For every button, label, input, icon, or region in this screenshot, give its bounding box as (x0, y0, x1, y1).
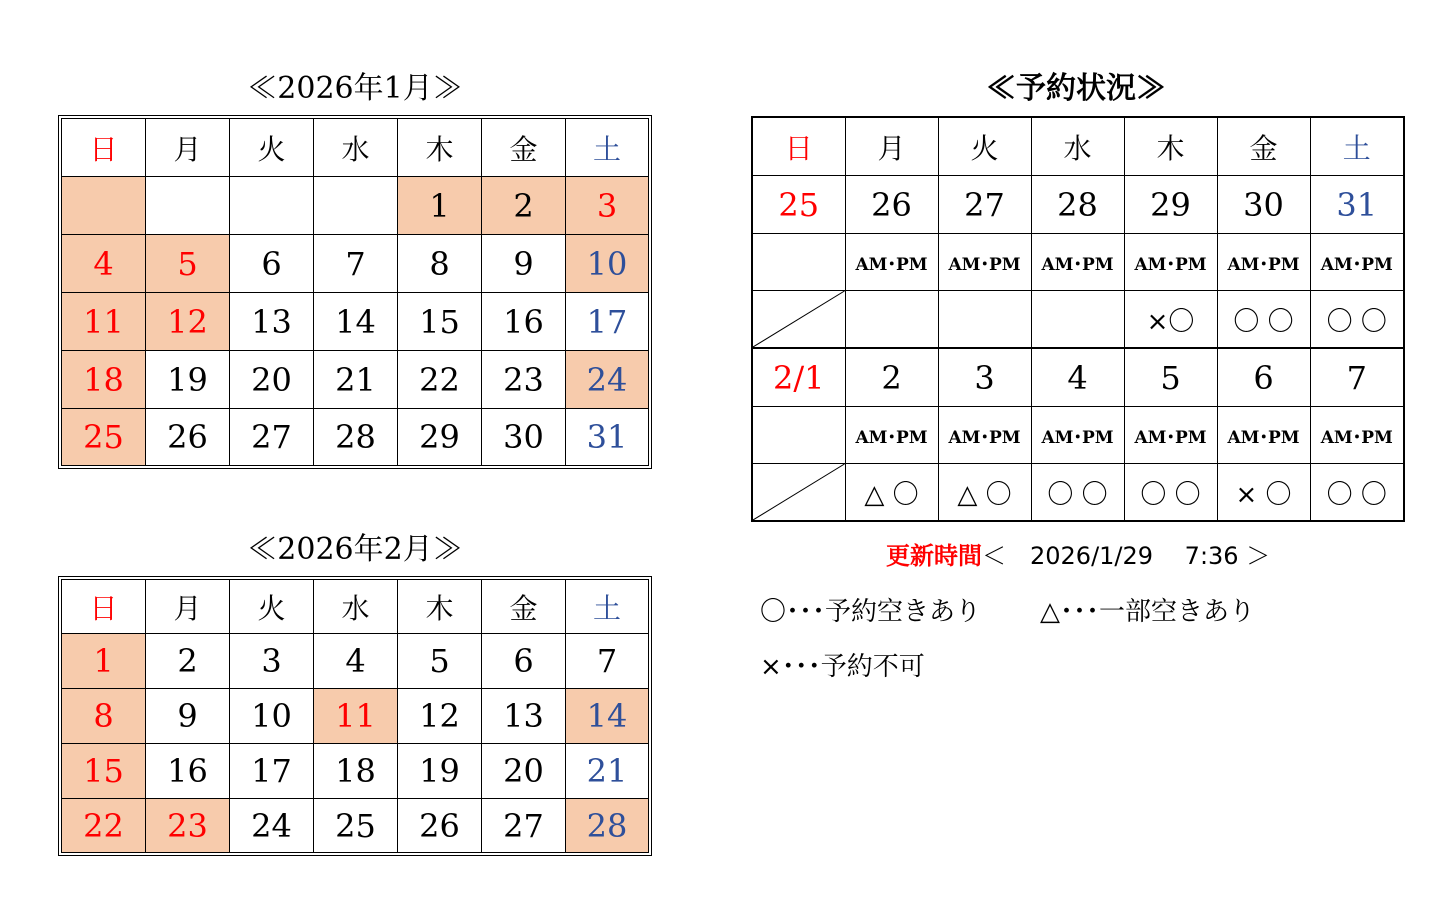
day-cell: 19 (146, 351, 230, 409)
day-cell: 23 (146, 799, 230, 853)
day-cell: 18 (62, 351, 146, 409)
day-cell: 2 (146, 634, 230, 689)
day-cell: 11 (62, 293, 146, 351)
reservation-title: ≪予約状況≫ (986, 71, 1166, 106)
weekday-mon: 月 (845, 117, 938, 176)
day-cell: 25 (314, 799, 398, 853)
weekday-wed: 水 (314, 580, 398, 634)
day-cell: 14 (314, 293, 398, 351)
legend-available: 〇･･･予約空きあり (760, 597, 982, 627)
diagonal-slash-cell (752, 291, 845, 349)
weekday-tue: 火 (938, 117, 1031, 176)
availability-mark (1031, 291, 1124, 349)
jan-calendar (61, 118, 649, 466)
ampm-label: AM･PM (1217, 407, 1310, 464)
weekday-sun: 日 (62, 580, 146, 634)
ampm-label: AM･PM (1124, 234, 1217, 291)
res-date-cell: 5 (1124, 348, 1217, 407)
ampm-label: AM･PM (1217, 234, 1310, 291)
day-cell: 20 (230, 351, 314, 409)
day-cell (230, 177, 314, 235)
day-cell: 16 (146, 744, 230, 799)
updated-time-label: 更新時間 (886, 542, 982, 570)
availability-mark: 〇 〇 (1217, 291, 1310, 349)
day-cell: 28 (314, 409, 398, 466)
day-cell: 4 (62, 235, 146, 293)
availability-mark: 〇 〇 (1124, 464, 1217, 522)
res-date-cell: 2/1 (752, 348, 845, 407)
res-date-cell: 28 (1031, 176, 1124, 234)
day-cell: 3 (566, 177, 649, 235)
availability-mark: 〇 〇 (1310, 464, 1404, 522)
availability-mark: △ 〇 (938, 464, 1031, 522)
res-date-cell: 3 (938, 348, 1031, 407)
day-cell: 11 (314, 689, 398, 744)
res-date-cell: 25 (752, 176, 845, 234)
day-cell: 29 (398, 409, 482, 466)
day-cell: 4 (314, 634, 398, 689)
res-date-cell: 30 (1217, 176, 1310, 234)
day-cell: 5 (146, 235, 230, 293)
res-date-cell: 27 (938, 176, 1031, 234)
day-cell: 12 (146, 293, 230, 351)
availability-mark (845, 291, 938, 349)
weekday-fri: 金 (482, 580, 566, 634)
weekday-thu: 木 (398, 580, 482, 634)
day-cell: 28 (566, 799, 649, 853)
weekday-mon: 月 (146, 119, 230, 177)
day-cell: 14 (566, 689, 649, 744)
availability-mark (938, 291, 1031, 349)
weekday-sat: 土 (566, 119, 649, 177)
day-cell: 25 (62, 409, 146, 466)
day-cell: 10 (230, 689, 314, 744)
ampm-label: AM･PM (1031, 407, 1124, 464)
res-date-cell: 26 (845, 176, 938, 234)
availability-mark: 〇 〇 (1031, 464, 1124, 522)
weekday-fri: 金 (482, 119, 566, 177)
day-cell: 20 (482, 744, 566, 799)
day-cell: 15 (62, 744, 146, 799)
ampm-empty-cell (752, 407, 845, 464)
diagonal-line (753, 464, 845, 520)
ampm-empty-cell (752, 234, 845, 291)
day-cell: 7 (566, 634, 649, 689)
res-date-cell: 4 (1031, 348, 1124, 407)
day-cell: 18 (314, 744, 398, 799)
day-cell (146, 177, 230, 235)
res-date-cell: 6 (1217, 348, 1310, 407)
day-cell: 30 (482, 409, 566, 466)
day-cell: 12 (398, 689, 482, 744)
day-cell: 23 (482, 351, 566, 409)
legend-partial: △･･･一部空きあり (1040, 597, 1255, 627)
updated-time-value: ＜ 2026/1/29 7:36 ＞ (982, 542, 1271, 570)
availability-mark: 〇 〇 (1310, 291, 1404, 349)
ampm-label: AM･PM (1031, 234, 1124, 291)
weekday-tue: 火 (230, 119, 314, 177)
day-cell: 9 (482, 235, 566, 293)
res-date-cell: 29 (1124, 176, 1217, 234)
legend-unavailable: ×･･･予約不可 (760, 652, 925, 682)
weekday-fri: 金 (1217, 117, 1310, 176)
ampm-label: AM･PM (1310, 407, 1404, 464)
ampm-label: AM･PM (1310, 234, 1404, 291)
day-cell: 10 (566, 235, 649, 293)
ampm-label: AM･PM (938, 234, 1031, 291)
feb-calendar (61, 579, 649, 853)
day-cell (314, 177, 398, 235)
day-cell: 7 (314, 235, 398, 293)
availability-mark: ×〇 (1124, 291, 1217, 349)
day-cell: 22 (62, 799, 146, 853)
day-cell: 22 (398, 351, 482, 409)
day-cell: 27 (230, 409, 314, 466)
day-cell: 27 (482, 799, 566, 853)
day-cell: 6 (482, 634, 566, 689)
ampm-label: AM･PM (845, 407, 938, 464)
ampm-label: AM･PM (845, 234, 938, 291)
day-cell: 31 (566, 409, 649, 466)
day-cell: 21 (314, 351, 398, 409)
availability-mark: × 〇 (1217, 464, 1310, 522)
diagonal-slash-cell (752, 464, 845, 522)
weekday-sun: 日 (62, 119, 146, 177)
availability-mark: △ 〇 (845, 464, 938, 522)
day-cell: 19 (398, 744, 482, 799)
weekday-mon: 月 (146, 580, 230, 634)
jan-calendar-title: ≪2026年1月≫ (247, 71, 463, 106)
day-cell: 13 (230, 293, 314, 351)
day-cell (62, 177, 146, 235)
weekday-sat: 土 (1310, 117, 1404, 176)
feb-calendar-title: ≪2026年2月≫ (247, 532, 463, 567)
diagonal-line (753, 291, 845, 347)
day-cell: 5 (398, 634, 482, 689)
day-cell: 6 (230, 235, 314, 293)
day-cell: 26 (398, 799, 482, 853)
weekday-sun: 日 (752, 117, 845, 176)
day-cell: 1 (398, 177, 482, 235)
day-cell: 26 (146, 409, 230, 466)
day-cell: 3 (230, 634, 314, 689)
weekday-thu: 木 (398, 119, 482, 177)
day-cell: 24 (230, 799, 314, 853)
day-cell: 1 (62, 634, 146, 689)
weekday-wed: 水 (314, 119, 398, 177)
ampm-label: AM･PM (938, 407, 1031, 464)
day-cell: 17 (566, 293, 649, 351)
weekday-tue: 火 (230, 580, 314, 634)
day-cell: 24 (566, 351, 649, 409)
res-date-cell: 31 (1310, 176, 1404, 234)
res-date-cell: 7 (1310, 348, 1404, 407)
day-cell: 17 (230, 744, 314, 799)
day-cell: 8 (398, 235, 482, 293)
weekday-thu: 木 (1124, 117, 1217, 176)
updated-time (886, 536, 1270, 571)
weekday-wed: 水 (1031, 117, 1124, 176)
reservation-table (751, 116, 1405, 522)
res-date-cell: 2 (845, 348, 938, 407)
day-cell: 8 (62, 689, 146, 744)
day-cell: 2 (482, 177, 566, 235)
ampm-label: AM･PM (1124, 407, 1217, 464)
day-cell: 21 (566, 744, 649, 799)
day-cell: 16 (482, 293, 566, 351)
weekday-sat: 土 (566, 580, 649, 634)
day-cell: 9 (146, 689, 230, 744)
day-cell: 13 (482, 689, 566, 744)
day-cell: 15 (398, 293, 482, 351)
